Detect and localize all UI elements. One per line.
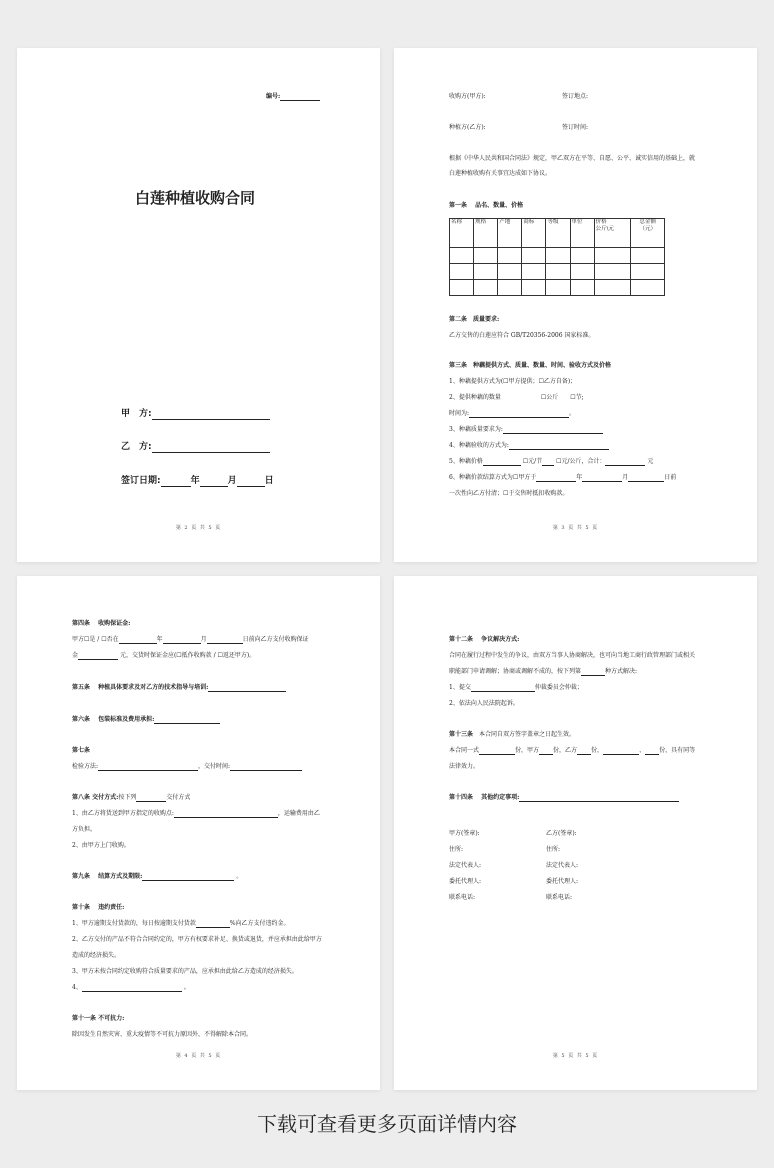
article-14-line <box>449 794 679 802</box>
deposit-choice-label: 甲方☐是 / ☐否在 <box>72 636 119 643</box>
copies-label: 本合同一式 <box>449 747 480 754</box>
month-label: 月 <box>227 476 237 486</box>
article-3-line-1: 1、种藕提供方式为(☐甲方提供；☐乙方自备)； <box>449 378 577 385</box>
article-3-heading: 第三条 种藕提供方式、质量、数量、时间、验收方式及价格 <box>449 362 612 369</box>
settle-month-blank[interactable] <box>582 475 622 482</box>
table-header-cell: 产地 <box>498 219 522 248</box>
delivery-point-label: 1、由乙方将货送到甲方指定的收购点: <box>72 810 174 817</box>
signature-block-party-a <box>449 826 481 906</box>
party-b-address-label: 住所: <box>546 846 561 853</box>
article-12-line-1: 合同在履行过程中发生的争议，由双方当事人协商解决，也可向当地工商行政管理部门或相关 <box>449 652 696 659</box>
article-7-line <box>72 763 302 771</box>
equal-effect-label: 份，具有同等 <box>659 747 696 754</box>
deposit-day-blank[interactable] <box>207 637 243 644</box>
contract-number-label: 编号: <box>266 93 281 100</box>
delivery-point-blank[interactable] <box>174 811 278 818</box>
article-3-line-3: 时间为: 。 <box>449 410 576 417</box>
article-11-text: 除因发生自然灾害、重大疫情等不可抗力原因外，不得解除本合同。 <box>72 1031 253 1038</box>
seed-quality-label: 3、种藕质量要求为: <box>449 426 503 433</box>
delivery-time-blank[interactable] <box>230 764 302 771</box>
sign-place-label: 签订地点: <box>562 93 589 100</box>
article-14-heading: 第十四条 其他约定事项: <box>449 794 520 801</box>
table-header-cell: 商标 <box>522 219 546 248</box>
seed-price-blank[interactable] <box>483 459 521 466</box>
contract-number <box>266 93 320 101</box>
page-2 <box>394 48 757 562</box>
article-14-blank[interactable] <box>519 795 679 802</box>
article-2-text: 乙方交售的白莲应符合 GB/T20356-2006 国家标准。 <box>449 332 595 339</box>
article-10-line-2: 2、乙方交付的产品不符合合同约定的，甲方有权要求补足、换货或退货，并应承担由此给甲方 <box>72 936 322 943</box>
article-6-line <box>72 716 220 724</box>
article-8-line-1 <box>72 810 320 818</box>
table-header-cell: 规格 <box>474 219 498 248</box>
inspection-label: 检验方法: <box>72 763 99 770</box>
time-blank[interactable] <box>469 411 569 418</box>
deposit-amount-blank[interactable] <box>78 653 118 660</box>
party-b-agent-label: 委托代理人: <box>546 878 579 885</box>
article-8-method-label: 交付方式 <box>166 794 191 801</box>
article-12-line-3 <box>449 684 583 692</box>
penalty-label: %向乙方支付违约金。 <box>229 920 290 927</box>
total-blank[interactable] <box>605 459 645 466</box>
party-a-legal-rep-label: 法定代表人: <box>449 862 482 869</box>
total-header: 总金额 <box>639 219 656 225</box>
acceptance-blank[interactable] <box>509 443 609 450</box>
arbitration-blank[interactable] <box>471 685 535 692</box>
article-1-heading: 第一条 品名、数量、价格 <box>449 202 524 209</box>
party-a-seal-label: 甲方(签章): <box>449 830 480 837</box>
article-5-line <box>72 684 286 692</box>
table-header-row <box>450 219 665 248</box>
page-3 <box>17 576 380 1090</box>
party-a-blank[interactable] <box>152 410 270 420</box>
seed-price-label: 5、种藕价格 <box>449 458 483 465</box>
article-5-blank[interactable] <box>208 685 286 692</box>
yuan-label: 元 <box>647 458 654 465</box>
day-label: 日 <box>264 476 274 486</box>
sign-date-line <box>121 475 274 487</box>
page-cover <box>17 48 380 562</box>
per-kg-total-label: ☐元/公斤，合计： <box>556 458 606 465</box>
signature-block-party-b <box>546 826 578 906</box>
table-row[interactable] <box>450 264 665 280</box>
year-label: 年 <box>190 476 200 486</box>
table-header-cell <box>631 219 665 248</box>
party-b-legal-rep-label: 法定代表人: <box>546 862 579 869</box>
seed-quality-blank[interactable] <box>503 427 603 434</box>
price-header: 价格 <box>595 219 607 225</box>
arbitration-label: 1、提交 <box>449 684 471 691</box>
party-b-label: 乙 方: <box>121 442 152 452</box>
table-header-cell: 等级 <box>546 219 570 248</box>
party-a-address-label: 住所: <box>449 846 464 853</box>
settle-day-blank[interactable] <box>628 475 664 482</box>
grower-label: 种植方(乙方): <box>449 124 486 131</box>
copies-unit: 份， <box>591 747 604 754</box>
acceptance-label: 4、种藕验收的方式为: <box>449 442 509 449</box>
seed-quantity-label: 2、提供种藕的数量 <box>449 394 501 401</box>
party-b-copies-label: 份，乙方 <box>553 747 578 754</box>
settle-year-label: 年 <box>576 474 583 481</box>
article-8-line <box>72 794 190 802</box>
party-b-phone-label: 联系电话: <box>546 894 573 901</box>
dispute-method-label: 种方式解决: <box>605 668 638 675</box>
party-a-copies-label: 份，甲方 <box>515 747 540 754</box>
article-13-line <box>449 731 575 739</box>
party-b-line <box>121 441 270 453</box>
settle-day-label: 日前 <box>664 474 677 481</box>
article-3-line-8: 一次性向乙方付清；☐于交售时抵扣收购款。 <box>449 490 569 497</box>
separator: 、 <box>639 747 646 754</box>
table-header-cell: 名称 <box>450 219 474 248</box>
party-a-label: 甲 方: <box>121 409 152 419</box>
article-10-line-4: 3、甲方未按合同约定收购符合质量要求的产品，应承担由此给乙方造成的经济损失。 <box>72 968 298 975</box>
article-4-line-2 <box>72 652 255 660</box>
other-item-label: 4、 <box>72 984 82 991</box>
article-2-heading: 第二条 质量要求: <box>449 316 500 323</box>
late-payment-label: 1、甲方逾期支付货款的，每日按逾期支付货款 <box>72 920 196 927</box>
article-11-heading: 第十一条 不可抗力: <box>72 1015 125 1022</box>
article-7-heading: 第七条 <box>72 747 91 754</box>
per-node-unit: ☐元/节 <box>522 458 543 465</box>
article-10-line-5: 4、 。 <box>72 984 190 991</box>
article-8-heading: 第八条 交付方式: <box>72 794 119 801</box>
article-10-line-3: 造成的经济损失。 <box>72 952 121 959</box>
deposit-year-blank[interactable] <box>119 637 157 644</box>
settle-year-blank[interactable] <box>536 475 576 482</box>
page-footer: 第 4 页 共 5 页 <box>175 1053 222 1060</box>
party-a-copies-blank[interactable] <box>539 748 553 755</box>
page-footer: 第 5 页 共 5 页 <box>552 1053 599 1060</box>
buyer-label: 收购方(甲方): <box>449 93 486 100</box>
price-unit-header: 公斤\元 <box>595 226 615 233</box>
other-copies-blank[interactable] <box>645 748 659 755</box>
settle-month-label: 月 <box>622 474 629 481</box>
party-a-agent-label: 委托代理人: <box>449 878 482 885</box>
article-9-blank[interactable] <box>142 874 234 881</box>
table-row[interactable] <box>450 248 665 264</box>
article-8-blank[interactable] <box>136 795 166 802</box>
copies-blank[interactable] <box>479 748 515 755</box>
article-8-line-3: 2、由甲方上门收购。 <box>72 842 130 849</box>
article-12-heading: 第十二条 争议解决方式: <box>449 636 520 643</box>
article-12-line-2 <box>449 668 637 676</box>
table-row[interactable] <box>450 280 665 296</box>
article-8-choice-label: 按下列 <box>118 794 137 801</box>
party-b-copies-blank[interactable] <box>577 748 591 755</box>
month-blank[interactable] <box>200 477 228 487</box>
deposit-label: 金 <box>72 652 79 659</box>
article-13-line-2: 法律效力。 <box>449 763 480 770</box>
download-more-caption[interactable]: 下载可查看更多页面详情内容 <box>257 1112 517 1136</box>
deposit-day-label: 日前向乙方支付收购保证 <box>242 636 309 643</box>
freight-label: ，运输费用由乙 <box>277 810 320 817</box>
page-4 <box>394 576 757 1090</box>
page-title: 白莲种植收购合同 <box>135 189 256 207</box>
article-6-heading: 第六条 包装标准及费用承担: <box>72 716 155 723</box>
article-9-heading: 第九条 结算方式及期限: <box>72 873 143 880</box>
per-kg-blank[interactable] <box>542 459 554 466</box>
article-4-line-1 <box>72 636 309 644</box>
deposit-year-label: 年 <box>156 636 163 643</box>
party-a-phone-label: 联系电话: <box>449 894 476 901</box>
article-10-line-1 <box>72 920 290 928</box>
article-3-line-6 <box>449 458 653 466</box>
time-label: 时间为: <box>449 410 470 417</box>
article-5-heading: 第五条 种植具体要求及对乙方的技术指导与培训: <box>72 684 209 691</box>
article-8-line-2: 方负担。 <box>72 826 97 833</box>
inspection-blank[interactable] <box>98 764 198 771</box>
dispute-choice-blank[interactable] <box>581 669 605 676</box>
arbitration-committee-label: 仲裁委员会仲裁； <box>534 684 583 691</box>
product-table <box>449 218 665 296</box>
contract-number-blank[interactable] <box>280 94 320 101</box>
party-a-line <box>121 408 270 420</box>
article-3-line-7 <box>449 474 676 482</box>
year-blank[interactable] <box>161 477 191 487</box>
other-item-blank[interactable] <box>82 985 182 992</box>
article-9-line: 第九条 结算方式及期限: 。 <box>72 873 243 880</box>
dispute-choice-label: 职能部门申请调解；协商或调解不成的，按下列第 <box>449 668 582 675</box>
article-3-line-2 <box>449 394 584 402</box>
late-payment-blank[interactable] <box>196 921 230 928</box>
table-header-cell: 单位 <box>570 219 594 248</box>
page-footer: 第 3 页 共 5 页 <box>552 525 599 532</box>
article-13-heading: 第十三条 <box>449 731 474 738</box>
article-12-line-4: 2、依法向人民法院起诉。 <box>449 700 519 707</box>
seed-quantity-unit: ☐公斤 ☐节; <box>540 394 584 401</box>
intro-line-1: 根据《中华人民共和国合同法》规定，甲乙双方在平等、自愿、公平、诚实信用的基础上，就 <box>449 155 696 162</box>
deposit-month-label: 月 <box>200 636 207 643</box>
article-10-heading: 第十条 违约责任: <box>72 904 125 911</box>
party-b-blank[interactable] <box>152 443 270 453</box>
article-13-text: 本合同自双方签字盖章之日起生效。 <box>479 731 576 738</box>
article-3-line-4 <box>449 426 603 434</box>
total-unit-header: （元） <box>639 226 656 233</box>
day-blank[interactable] <box>237 477 265 487</box>
party-b-seal-label: 乙方(签章): <box>546 830 577 837</box>
delivery-time-label: ，交付时间: <box>198 763 231 770</box>
other-party-blank[interactable] <box>603 748 639 755</box>
sign-time-label: 签订时间: <box>562 124 589 131</box>
article-13-line-1 <box>449 747 695 755</box>
intro-line-2: 白莲种植收购有关事宜达成如下协议。 <box>449 170 552 177</box>
article-6-blank[interactable] <box>154 717 220 724</box>
article-3-line-5 <box>449 442 609 450</box>
page-footer: 第 2 页 共 5 页 <box>175 525 222 532</box>
deposit-month-blank[interactable] <box>163 637 201 644</box>
settlement-label: 6、种藕价款结算方式为☐甲方于 <box>449 474 537 481</box>
sign-date-label: 签订日期: <box>121 476 161 486</box>
deposit-rule: 元，交货时保证金应(☐抵作收购款 / ☐返还甲方)。 <box>119 652 256 659</box>
table-header-cell <box>594 219 631 248</box>
article-4-heading: 第四条 收购保证金: <box>72 620 131 627</box>
